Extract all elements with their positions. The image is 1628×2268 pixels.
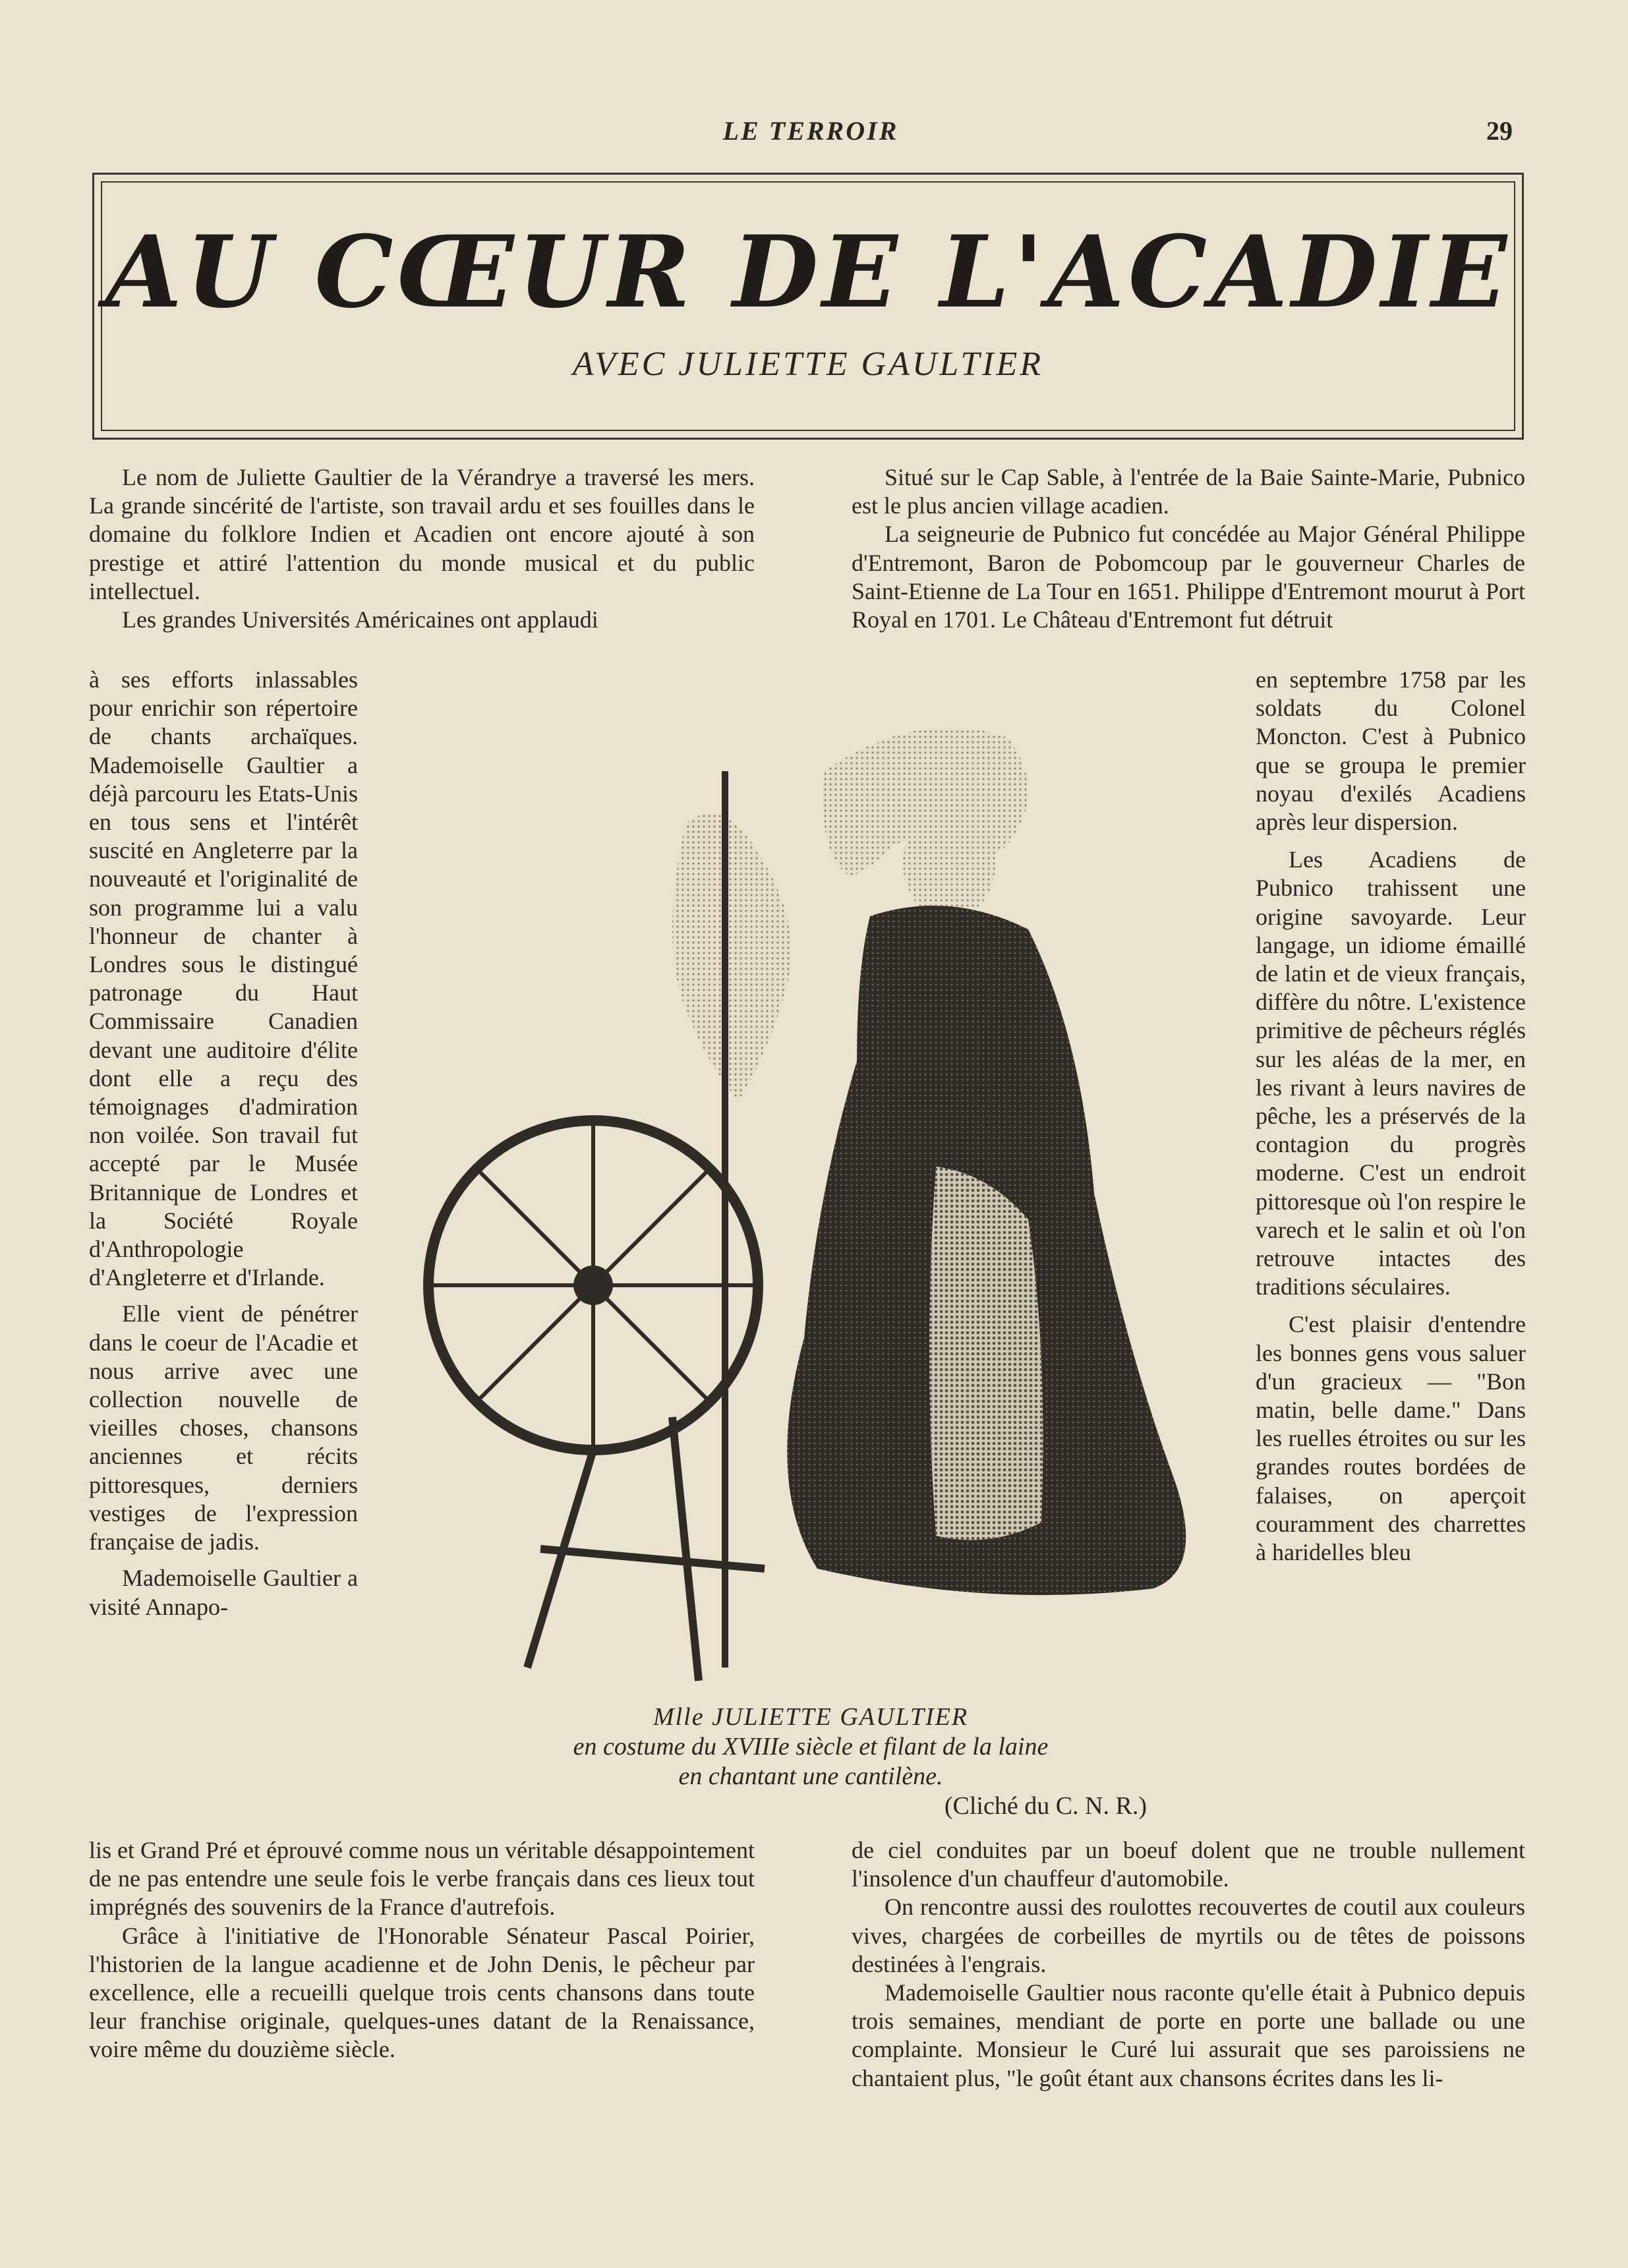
- wool-distaff: [672, 813, 791, 1101]
- left-column-narrow: [89, 666, 358, 1621]
- paragraph: Grâce à l'initiative de l'Honorable Sénateur Pascal Poirier, l'historien de la langue acadienne et de John Denis, le pêcheur par excellence, elle a recueilli quelque trois cents chansons dans toute leur franchise originale, quelques-unes datant de la Renaissance, voire même du douzième siècle.: [89, 1922, 755, 2063]
- paragraph: Situé sur le Cap Sable, à l'entrée de la Baie Sainte-Marie, Pubnico est le plus ancien village acadien.: [852, 464, 1525, 519]
- wheel-spokes: [428, 1120, 758, 1450]
- running-head: [0, 115, 1628, 155]
- paragraph: Le nom de Juliette Gaultier de la Vérandrye a traversé les mers. La grande sincérité de l'artiste, son travail ardu et ses fouilles dans le domaine du folklore Indien et Acadien ont encore ajouté à son prestige et attiré l'attention du monde musical et du public intellectuel.: [89, 464, 755, 604]
- paragraph: Mademoiselle Gaultier nous raconte qu'elle était à Pubnico depuis trois semaines, mendiant de porte en porte une ballade ou une complainte. Monsieur le Curé lui assurait que ses paroissiens ne chantaient plus, "le goût étant aux chansons écrites dans les li-: [852, 1979, 1525, 2091]
- caption-credit: (Cliché du C. N. R.): [944, 1792, 1147, 1820]
- paragraph: lis et Grand Pré et éprouvé comme nous un véritable désappointement de ne pas entendre une seule fois le verbe français dans ces lieux tout imprégnés des souvenirs de la France d'autrefois.: [89, 1837, 755, 1921]
- paragraph: On rencontre aussi des roulottes recouvertes de coutil aux couleurs vives, chargées de corbeilles de myrtils ou de têtes de poissons destinées à l'engrais.: [852, 1894, 1525, 1977]
- paragraph: Les Acadiens de Pubnico trahissent une origine savoyarde. Leur langage, un idiome émaillé de latin et de vieux français, diffère du nôtre. L'existence primitive de pêcheurs réglés sur les aléas de la mer, en les rivant à leurs navires de pêche, les a préservés de la contagion du progrès moderne. C'est un endroit pittoresque où l'on respire le varech et le salin et où l'on retrouve intactes des traditions séculaires.: [1256, 846, 1526, 1300]
- left-column-bottom: [89, 1836, 755, 2064]
- caption-line: en chantant une cantilène.: [678, 1762, 943, 1790]
- face: [903, 807, 995, 919]
- page-number: 29: [1486, 116, 1513, 146]
- caption-name: Mlle JULIETTE GAULTIER: [653, 1703, 969, 1731]
- paragraph: Elle vient de pénétrer dans le coeur de l'Acadie et nous arrive avec une collection nouvelle de vieilles choses, chansons anciennes et récits pittoresques, derniers vestiges de l'expression française de jadis.: [89, 1300, 358, 1556]
- paragraph: La seigneurie de Pubnico fut concédée au Major Général Philippe d'Entremont, Baron de Pobomcoup par le gouverneur Charles de Saint-Etienne de La Tour en 1651. Philippe d'Entremont mourut à Port Royal en 1701. Le Château d'Entremont fut détruit: [852, 521, 1525, 633]
- photo-caption: [422, 1702, 1200, 1821]
- title-frame: [92, 173, 1524, 440]
- article-subtitle: AVEC JULIETTE GAULTIER: [572, 345, 1044, 383]
- paragraph: C'est plaisir d'entendre les bonnes gens vous saluer d'un gracieux — "Bon matin, belle dame." Dans les ruelles étroites ou sur les grandes routes bordées de falaises, on aperçoit couramment des charrettes à haridelles bleu: [1256, 1311, 1526, 1566]
- photo-illustration: [395, 692, 1226, 1694]
- photograph-woman-spinning-wheel: [395, 692, 1226, 1694]
- right-column-top: [852, 463, 1525, 634]
- apron: [929, 1167, 1043, 1540]
- paragraph: à ses efforts inlassables pour enrichir son répertoire de chants archaïques. Mademoiselle Gaultier a déjà parcouru les Etats-Unis en tous sens et l'intérêt suscité en Angleterre par la nouveauté et l'originalité de son programme lui a valu l'honneur de chanter à Londres sous le distingué patronage du Haut Commissaire Canadien devant une auditoire d'élite dont elle a reçu des témoignages d'admiration non voilée. Son travail fut accepté par le Musée Britannique de Londres et la Société Royale d'Anthropologie d'Angleterre et d'Irlande.: [89, 666, 358, 1291]
- left-column-top: [89, 463, 755, 634]
- paragraph: en septembre 1758 par les soldats du Colonel Moncton. C'est à Pubnico que se groupa le premier noyau d'exilés Acadiens après leur dispersion.: [1256, 666, 1526, 836]
- spinning-wheel-legs: [527, 1417, 765, 1681]
- article-title: AU CŒUR DE L'ACADIE: [105, 214, 1511, 330]
- caption-line: en costume du XVIIIe siècle et filant de la laine: [573, 1733, 1049, 1760]
- right-column-bottom: [852, 1836, 1525, 2093]
- right-column-narrow: [1256, 666, 1526, 1567]
- paragraph: Mademoiselle Gaultier a visité Annapo-: [89, 1565, 358, 1620]
- paragraph: de ciel conduites par un boeuf dolent que ne trouble nullement l'insolence d'un chauffeur d'automobile.: [852, 1837, 1525, 1892]
- paragraph: Les grandes Universités Américaines ont applaudi: [122, 606, 598, 633]
- journal-name: LE TERROIR: [722, 116, 899, 146]
